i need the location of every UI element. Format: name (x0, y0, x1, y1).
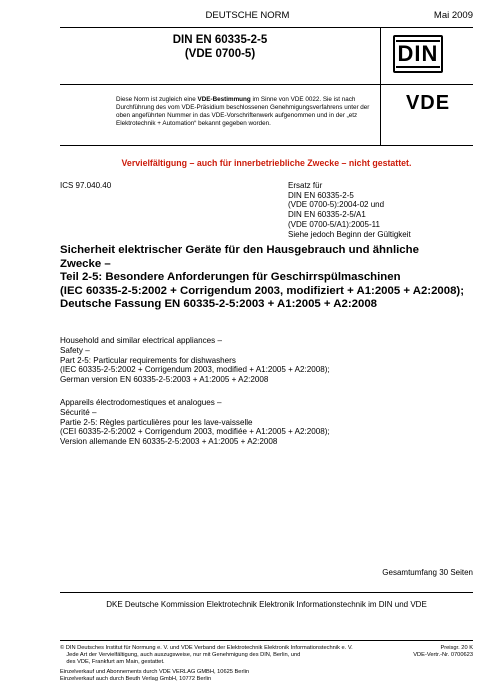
document-number: DIN EN 60335-2-5 (172, 34, 268, 46)
footer-rule (60, 640, 473, 641)
total-pages: Gesamtumfang 30 Seiten (382, 568, 473, 577)
document-title-box (60, 30, 380, 80)
title-german: Sicherheit elektrischer Geräte für den Hausgebrauch und ähnliche Zwecke – Teil 2-5: Besondere Anforderungen für Geschirrspülmaschinen (IEC 60335-2-5:2002 + Corrigendum 2003, modifiziert + A1:2005 + A2:2008); Deutsche Fassung EN 60335-2-5:2003 + A1:2005 + A2:2008 (60, 244, 465, 311)
title-french: Appareils électrodomestiques et analogues – Sécurité – Partie 2-5: Règles particulières pour les lave-vaisselle (CEI 60335-2-5:2002 + Corrigendum 2003, modifiée + A1:2005 + A2:2008); Version allemande EN 60335-2-5:2003 + A1:2005 + A2:2008 (60, 398, 330, 447)
footer-sales-2: Einzelverkauf auch durch Beuth Verlag GmbH, 10772 Berlin (60, 676, 212, 683)
vde-logo: VDE (405, 92, 451, 114)
vde-notice: Diese Norm ist zugleich eine VDE-Bestimmung im Sinne von VDE 0022. Sie ist nach Durchführung des vom VDE-Präsidium beschlossenen Genehmigungsverfahrens unter der oben angeführten Nummer in das VDE-Vorschriftenwerk aufgenommen und in der „etz Elektrotechnik + Automation“ bekannt gegeben worden. (116, 96, 370, 128)
title-rule (60, 84, 473, 85)
ics-code: ICS 97.040.40 (60, 181, 112, 190)
din-logo: DIN (393, 35, 443, 73)
vde-number: (VDE 0700-5) (184, 48, 256, 60)
header-date: Mai 2009 (433, 10, 473, 21)
footer-price: Preisgr. 20 K VDE-Vertr.-Nr. 0700623 (413, 645, 473, 659)
title-english: Household and similar electrical appliances – Safety – Part 2-5: Particular requirements for dishwashers (IEC 60335-2-5:2002 + Corrigendum 2003, modified + A1:2005 + A2:2008); German version EN 60335-2-5:2003 + A1:2005 + A2:2008 (60, 336, 330, 385)
header-norm-type: DEUTSCHE NORM (205, 10, 290, 21)
notice-rule (60, 145, 473, 146)
logo-divider (380, 27, 381, 145)
top-rule (60, 27, 473, 28)
replacement-info: Ersatz für DIN EN 60335-2-5 (VDE 0700-5):2004-02 und DIN EN 60335-2-5/A1 (VDE 0700-5/A1):2005-11 Siehe jedoch Beginn der Gültigkeit (288, 181, 411, 239)
dke-line: DKE Deutsche Kommission Elektrotechnik Elektronik Informationstechnik im DIN und VDE (106, 600, 427, 609)
footer-sales-1: Einzelverkauf und Abonnements durch VDE VERLAG GMBH, 10625 Berlin (60, 669, 250, 676)
copy-warning: Vervielfältigung – auch für innerbetriebliche Zwecke – nicht gestattet. (121, 158, 412, 168)
dke-rule (60, 592, 473, 593)
footer-copyright: © DIN Deutsches Institut für Normung e. V. und VDE Verband der Elektrotechnik Elektronik Informationstechnik e. V. Jede Art der Vervielfältigung, auch auszugsweise, nur mit Genehmigung des DIN, Berlin, und des VDE, Frankfurt am Main, gestattet. Einzelverkauf und Abonnements durch VDE VERLAG GMBH, 10625 Berlin Einzelverkauf auch durch Beuth Verlag GmbH, 10772 Berlin (60, 645, 390, 683)
